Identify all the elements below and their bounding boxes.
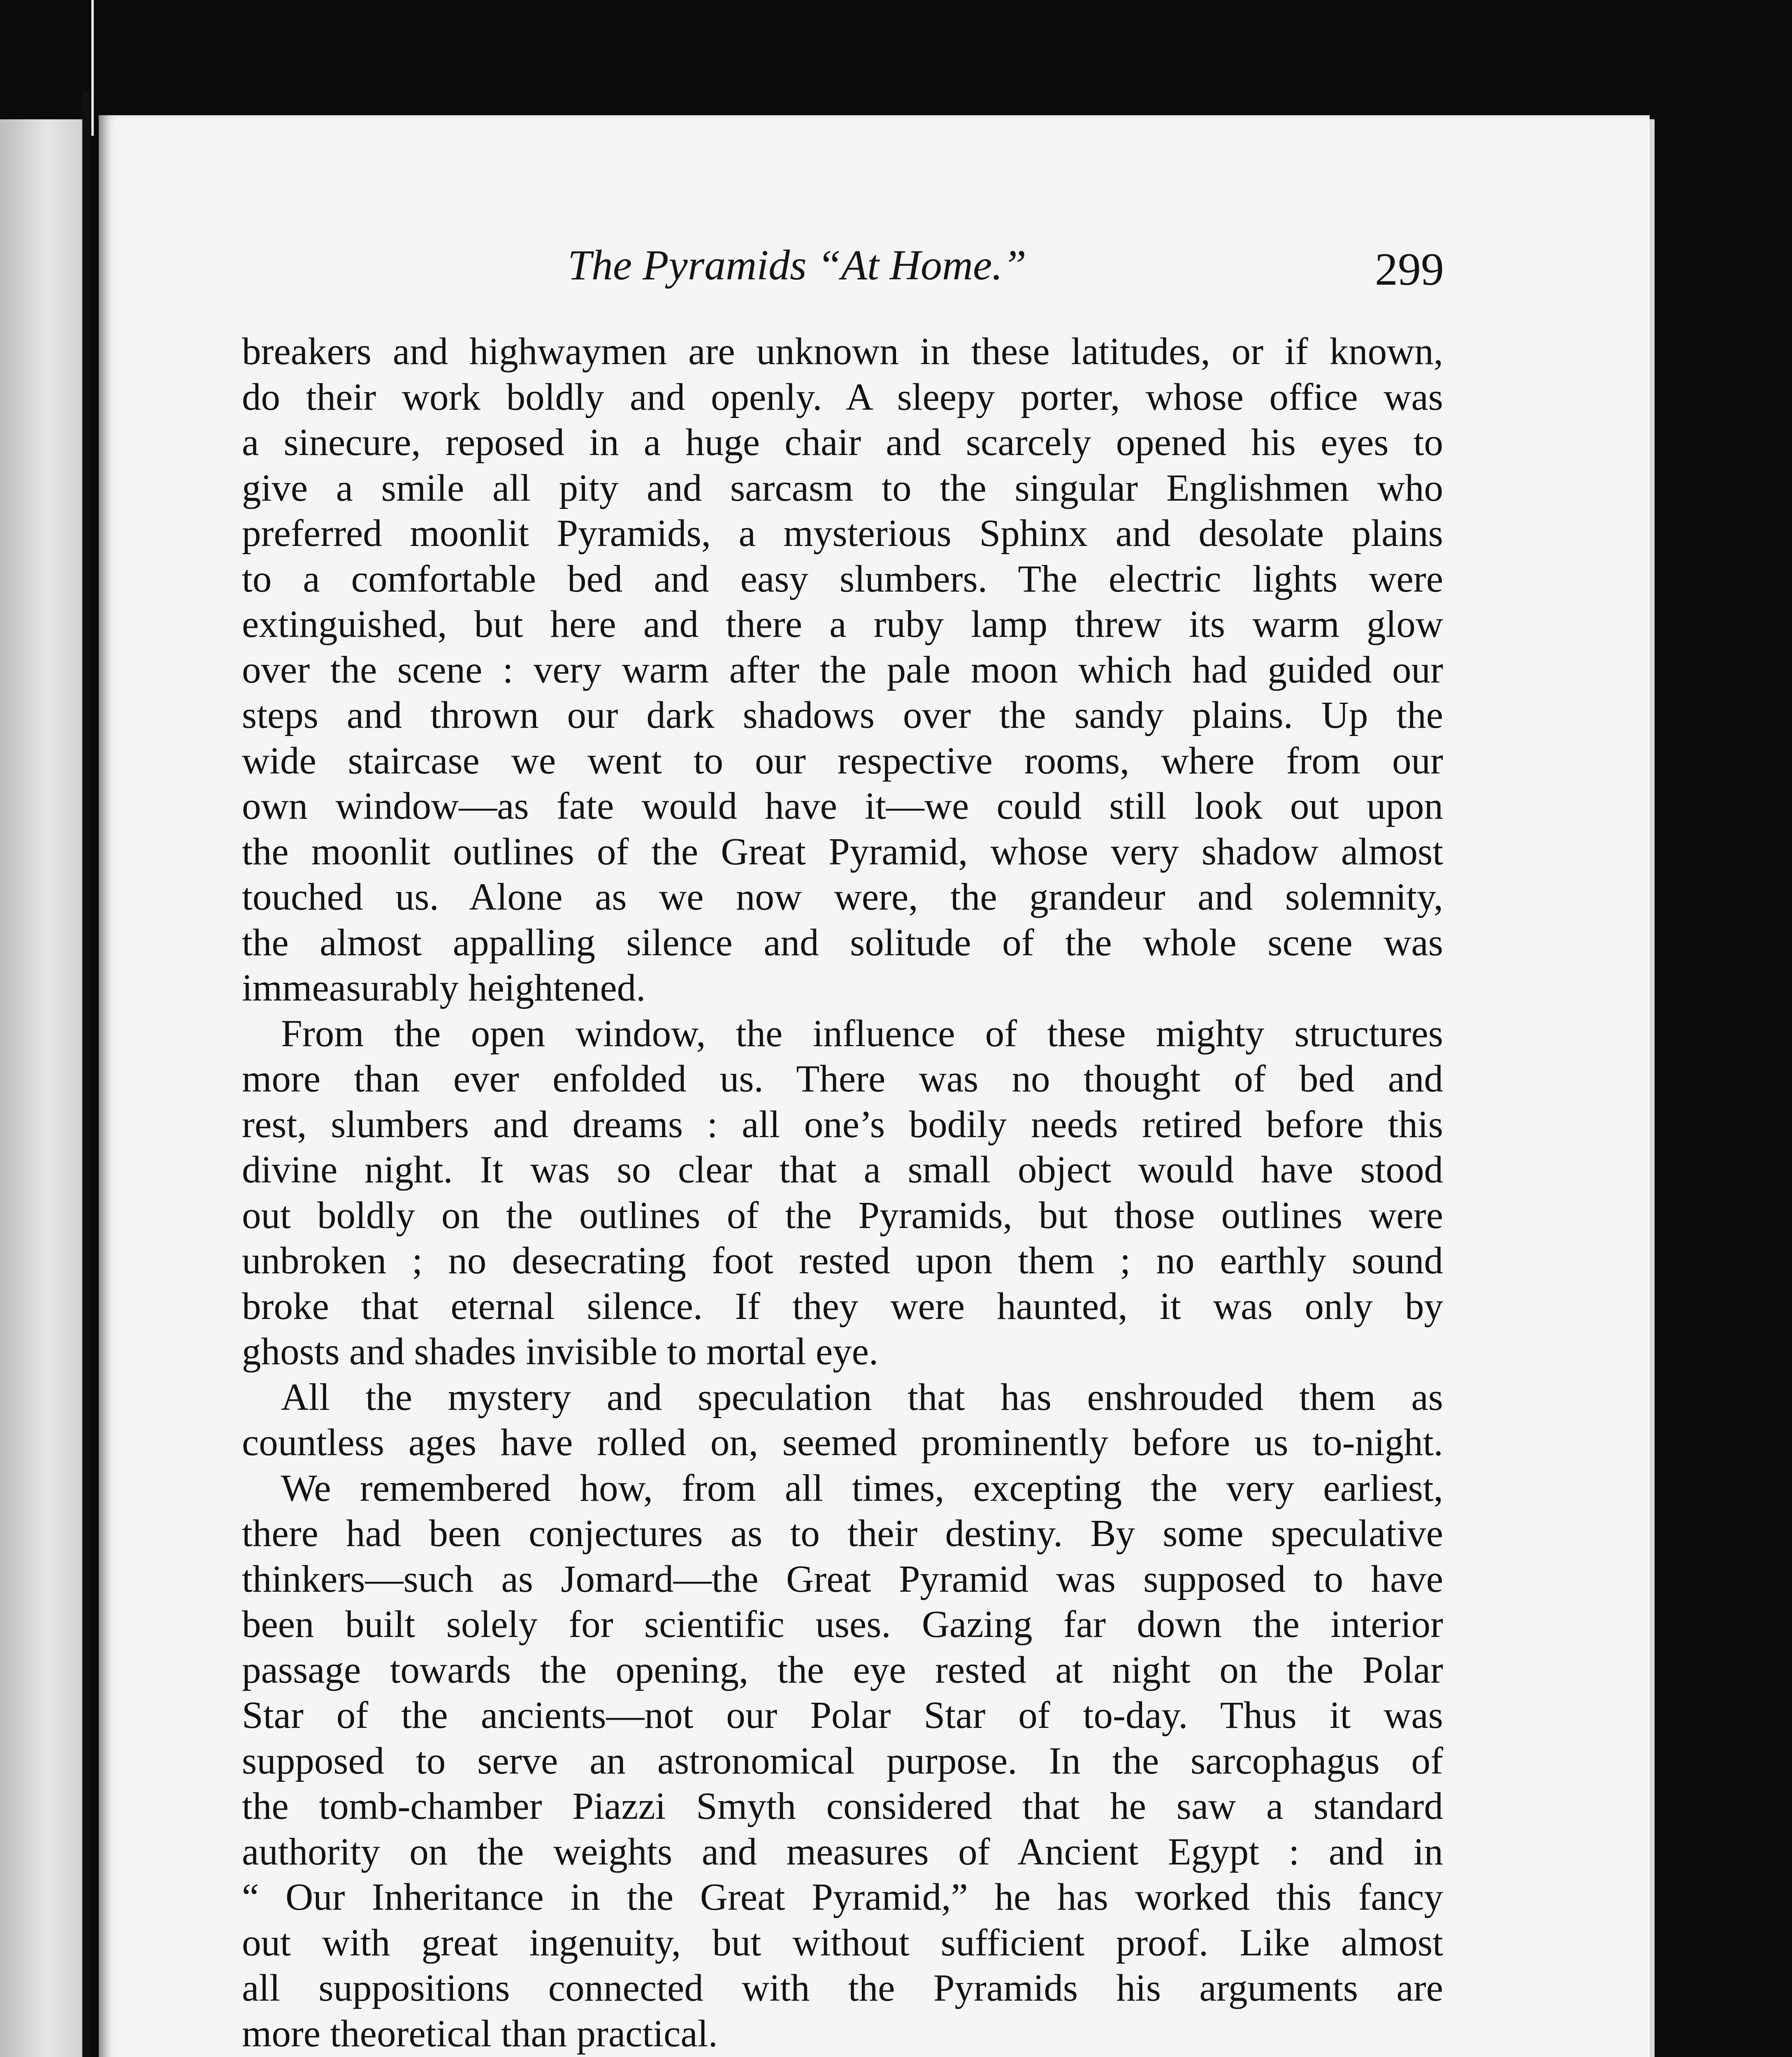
text-line: been built solely for scientific uses. Gazing far down the interior	[242, 1603, 1443, 1646]
text-line: there had been conjectures as to their destiny. By some speculative	[242, 1512, 1443, 1555]
text-line: Star of the ancients—not our Polar Star of to-day. Thus it was	[242, 1694, 1443, 1737]
text-line: own window—as fate would have it—we could still look out upon	[242, 785, 1443, 827]
paragraph-first-line: From the open window, the influence of these mighty structures	[281, 1012, 1443, 1055]
text-line: authority on the weights and measures of Ancient Egypt : and in	[242, 1830, 1443, 1873]
text-line: out boldly on the outlines of the Pyramids, but those outlines were	[242, 1194, 1443, 1237]
text-line: passage towards the opening, the eye rested at night on the Polar	[242, 1648, 1443, 1691]
facing-page-edge	[0, 119, 86, 2057]
text-line: wide staircase we went to our respective rooms, where from our	[242, 739, 1443, 782]
running-title: The Pyramids “At Home.”	[568, 241, 1027, 289]
text-line: the moonlit outlines of the Great Pyramid, whose very shadow almost	[242, 830, 1443, 873]
text-line: to a comfortable bed and easy slumbers. The electric lights were	[242, 557, 1443, 600]
text-line: more than ever enfolded us. There was no thought of bed and	[242, 1058, 1443, 1100]
paragraph-first-line: We remembered how, from all times, excepting the very earliest,	[281, 1467, 1443, 1509]
text-line: the almost appalling silence and solitude of the whole scene was	[242, 921, 1443, 964]
text-line: “ Our Inheritance in the Great Pyramid,” he has worked this fancy	[242, 1876, 1443, 1918]
text-line: broke that eternal silence. If they were haunted, it was only by	[242, 1285, 1443, 1328]
body-text	[242, 329, 1443, 2057]
text-line: breakers and highwaymen are unknown in these latitudes, or if known,	[242, 330, 1443, 373]
text-line: supposed to serve an astronomical purpose. In the sarcophagus of	[242, 1739, 1443, 1782]
text-line: unbroken ; no desecrating foot rested upon them ; no earthly sound	[242, 1240, 1443, 1282]
text-line: over the scene : very warm after the pale moon which had guided our	[242, 648, 1443, 691]
text-line: thinkers—such as Jomard—the Great Pyramid was supposed to have	[242, 1558, 1443, 1600]
paragraph-last-line: more theoretical than practical.	[242, 2012, 718, 2055]
text-line: give a smile all pity and sarcasm to the singular Englishmen who	[242, 467, 1443, 509]
paragraph-first-line: All the mystery and speculation that has enshrouded them as	[281, 1376, 1443, 1419]
page-number: 299	[1375, 244, 1444, 295]
text-line: preferred moonlit Pyramids, a mysterious Sphinx and desolate plains	[242, 512, 1443, 555]
text-line: rest, slumbers and dreams : all one’s bodily needs retired before this	[242, 1103, 1443, 1146]
gutter-shadow	[82, 91, 90, 2057]
text-line: extinguished, but here and there a ruby lamp threw its warm glow	[242, 603, 1443, 645]
text-line: divine night. It was so clear that a small object would have stood	[242, 1149, 1443, 1191]
paragraph-last-line: immeasurably heightened.	[242, 967, 646, 1009]
text-line: all suppositions connected with the Pyramids his arguments are	[242, 1967, 1443, 2009]
page-edge	[1650, 119, 1655, 2057]
text-line: touched us. Alone as we now were, the grandeur and solemnity,	[242, 876, 1443, 918]
spine-highlight	[91, 0, 94, 136]
text-line: the tomb-chamber Piazzi Smyth considered that he saw a standard	[242, 1785, 1443, 1827]
text-line: out with great ingenuity, but without sufficient proof. Like almost	[242, 1921, 1443, 1964]
page-header	[243, 237, 1444, 302]
text-line: do their work boldly and openly. A sleepy porter, whose office was	[242, 376, 1443, 418]
paragraph-last-line: ghosts and shades invisible to mortal eye.	[242, 1330, 879, 1373]
text-line: steps and thrown our dark shadows over the sandy plains. Up the	[242, 694, 1443, 736]
text-line: a sinecure, reposed in a huge chair and scarcely opened his eyes to	[242, 421, 1443, 464]
text-line: countless ages have rolled on, seemed prominently before us to-night.	[242, 1421, 1443, 1464]
